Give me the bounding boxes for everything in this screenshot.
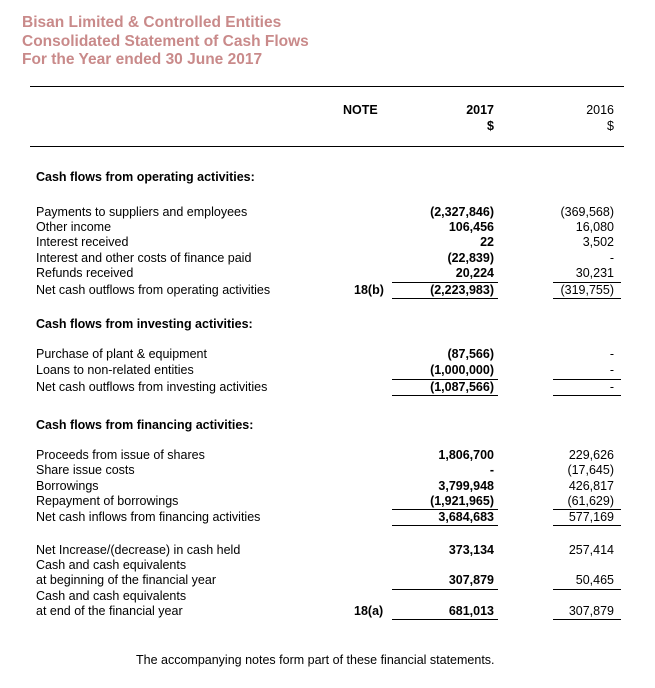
year-2016-header: 2016 <box>586 103 614 117</box>
year-2017-header: 2017 <box>466 103 494 117</box>
statement-title: Consolidated Statement of Cash Flows <box>22 33 309 50</box>
subtotal-rule-2016 <box>553 589 621 590</box>
closing-cash-label-line2: at end of the financial year <box>36 604 183 618</box>
operating-row-label: Other income <box>36 220 112 234</box>
investing-row-2017: (87,566) <box>447 347 494 361</box>
operating-row-2016: 3,502 <box>582 235 614 249</box>
financing-row-label: Repayment of borrowings <box>36 494 179 508</box>
investing-total-2017: (1,087,566) <box>430 380 494 394</box>
financing-row-2017: 3,799,948 <box>438 479 494 493</box>
subtotal-rule-2017 <box>392 589 498 590</box>
financing-row-label: Borrowings <box>36 479 99 493</box>
operating-row-2017: 20,224 <box>455 266 494 280</box>
investing-row-2017: (1,000,000) <box>430 363 494 377</box>
operating-total-label: Net cash outflows from operating activities <box>36 283 271 297</box>
opening-cash-label-line1: Cash and cash equivalents <box>36 558 187 572</box>
investing-row-2016: - <box>609 363 614 377</box>
operating-row-2016: - <box>609 251 614 265</box>
statement-period: For the Year ended 30 June 2017 <box>22 51 263 68</box>
financing-row-label: Share issue costs <box>36 463 135 477</box>
closing-cash-label-line1: Cash and cash equivalents <box>36 589 187 603</box>
note-column-header: NOTE <box>343 103 378 117</box>
opening-cash-label-line2: at beginning of the financial year <box>36 573 216 587</box>
financing-row-2016: 229,626 <box>568 448 614 462</box>
closing-cash-2017: 681,013 <box>448 604 494 618</box>
operating-total-2016: (319,755) <box>560 283 614 297</box>
total-rule-2016 <box>553 395 621 396</box>
header-rule <box>30 146 624 147</box>
closing-cash-note: 18(a) <box>354 604 384 618</box>
financing-total-label: Net cash inflows from financing activities <box>36 510 261 524</box>
year-2016-unit: $ <box>607 119 614 133</box>
financing-row-2016: 426,817 <box>568 479 614 493</box>
total-rule-2017 <box>392 619 498 620</box>
operating-row-2017: 106,456 <box>448 220 494 234</box>
investing-row-label: Purchase of plant & equipment <box>36 347 207 361</box>
company-name: Bisan Limited & Controlled Entities <box>22 14 282 31</box>
total-rule-2017 <box>392 525 498 526</box>
financing-section-title: Cash flows from financing activities: <box>36 418 254 432</box>
total-rule-2016 <box>553 525 621 526</box>
operating-row-2017: (22,839) <box>447 251 494 265</box>
operating-row-2016: (369,568) <box>560 205 614 219</box>
investing-row-label: Loans to non-related entities <box>36 363 194 377</box>
total-rule-2016 <box>553 619 621 620</box>
opening-cash-2016: 50,465 <box>575 573 614 587</box>
total-rule-2017 <box>392 395 498 396</box>
operating-row-2017: (2,327,846) <box>430 205 494 219</box>
operating-row-label: Interest and other costs of finance paid <box>36 251 252 265</box>
opening-cash-2017: 307,879 <box>448 573 494 587</box>
financing-row-2017: - <box>489 463 494 477</box>
net-change-label: Net Increase/(decrease) in cash held <box>36 543 241 557</box>
operating-total-note: 18(b) <box>354 283 384 297</box>
financing-total-2016: 577,169 <box>568 510 614 524</box>
operating-row-2016: 30,231 <box>575 266 614 280</box>
investing-total-2016: - <box>609 380 614 394</box>
operating-row-2016: 16,080 <box>575 220 614 234</box>
total-rule-2017 <box>392 298 498 299</box>
operating-row-2017: 22 <box>480 235 494 249</box>
operating-row-label: Payments to suppliers and employees <box>36 205 248 219</box>
closing-cash-2016: 307,879 <box>568 604 614 618</box>
investing-section-title: Cash flows from investing activities: <box>36 317 253 331</box>
financing-row-2016: (17,645) <box>567 463 614 477</box>
investing-total-label: Net cash outflows from investing activities <box>36 380 268 394</box>
year-2017-unit: $ <box>487 119 494 133</box>
financing-row-label: Proceeds from issue of shares <box>36 448 205 462</box>
net-change-2017: 373,134 <box>448 543 494 557</box>
total-rule-2016 <box>553 298 621 299</box>
net-change-2016: 257,414 <box>568 543 614 557</box>
financing-row-2016: (61,629) <box>567 494 614 508</box>
financing-row-2017: 1,806,700 <box>438 448 494 462</box>
financing-total-2017: 3,684,683 <box>438 510 494 524</box>
investing-row-2016: - <box>609 347 614 361</box>
top-rule <box>30 86 624 87</box>
footer-note: The accompanying notes form part of these financial statements. <box>136 653 495 667</box>
financing-row-2017: (1,921,965) <box>430 494 494 508</box>
operating-section-title: Cash flows from operating activities: <box>36 170 255 184</box>
operating-row-label: Interest received <box>36 235 129 249</box>
operating-total-2017: (2,223,983) <box>430 283 494 297</box>
operating-row-label: Refunds received <box>36 266 134 280</box>
